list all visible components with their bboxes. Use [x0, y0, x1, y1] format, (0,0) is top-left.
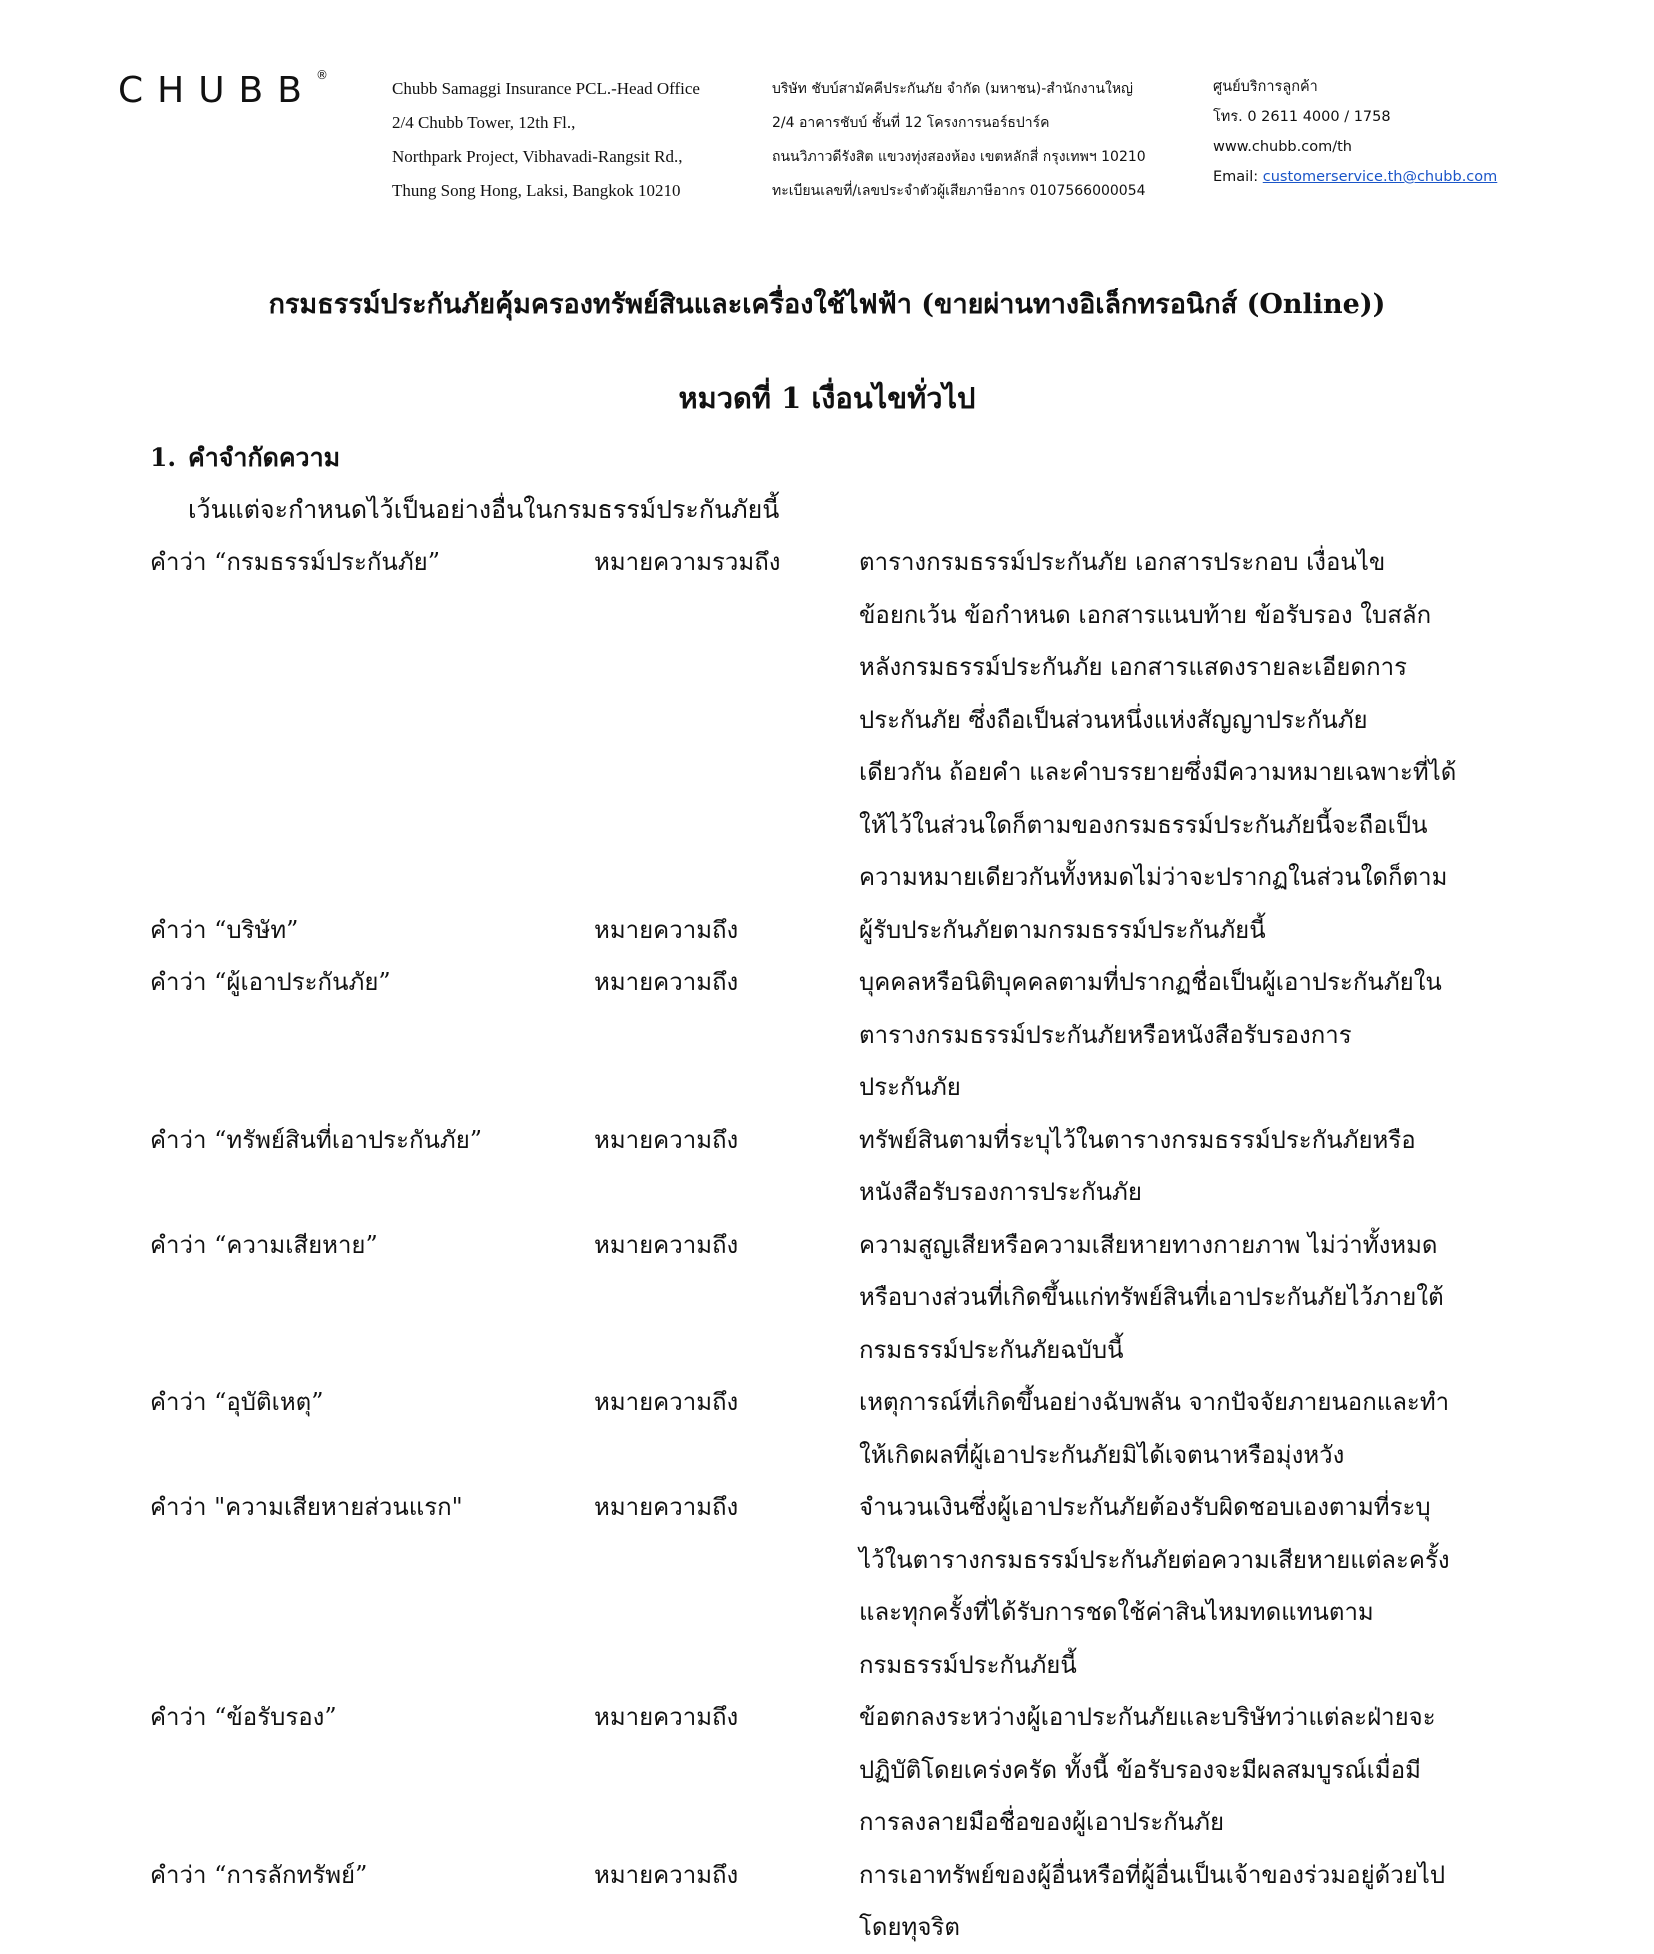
definition-description-line: ให้เกิดผลที่ผู้เอาประกันภัยมิได้เจตนาหรือมุ่งหวัง [859, 1440, 1345, 1469]
contact-title: ศูนย์บริการลูกค้า [1213, 79, 1318, 95]
definition-meaning-label: หมายความถึง [594, 915, 739, 944]
definition-row [150, 536, 1480, 904]
definition-term: คำว่า “ความเสียหาย” [150, 1230, 378, 1259]
definition-description [859, 536, 1479, 904]
definition-meaning-label: หมายความถึง [594, 1860, 739, 1889]
definition-description-line: หรือบางส่วนที่เกิดขึ้นแก่ทรัพย์สินที่เอาประกันภัยไว้ภายใต้ [859, 1283, 1444, 1311]
definition-meaning-label: หมายความถึง [594, 1493, 739, 1521]
definition-description-line: ทรัพย์สินตามที่ระบุไว้ในตารางกรมธรรม์ประกันภัยหรือ [859, 1125, 1416, 1154]
definition-row [150, 956, 1480, 1114]
header-contact [1213, 72, 1497, 192]
thai-address-line: บริษัท ชับบ์สามัคคีประกันภัย จำกัด (มหาชน)-สำนักงานใหญ่ [772, 81, 1133, 97]
definition-description-line: ความหมายเดียวกันทั้งหมดไม่ว่าจะปรากฏในส่วนใดก็ตาม [859, 863, 1448, 891]
definition-row [150, 1481, 1480, 1691]
definition-row [150, 904, 1480, 957]
definition-description-line: ตารางกรมธรรม์ประกันภัยหรือหนังสือรับรองการ [859, 1020, 1352, 1049]
header-thai-address [772, 72, 1146, 208]
definition-term: คำว่า "ความเสียหายส่วนแรก" [150, 1493, 463, 1521]
definition-row [150, 1219, 1480, 1377]
definition-meaning-label: หมายความถึง [594, 1388, 739, 1416]
definition-term: คำว่า “การลักทรัพย์” [150, 1860, 368, 1889]
definition-description-line: จำนวนเงินซึ่งผู้เอาประกันภัยต้องรับผิดชอบเองตามที่ระบุ [859, 1493, 1431, 1521]
heading-number: 1. [150, 443, 177, 472]
definition-description-line: การเอาทรัพย์ของผู้อื่นหรือที่ผู้อื่นเป็นเจ้าของร่วมอยู่ด้วยไป [859, 1860, 1446, 1889]
definition-description-line: ผู้รับประกันภัยตามกรมธรรม์ประกันภัยนี้ [859, 915, 1266, 944]
definition-description [859, 956, 1479, 1114]
contact-email-row [1213, 162, 1497, 192]
thai-address-line: 2/4 อาคารชับบ์ ชั้นที่ 12 โครงการนอร์ธปาร์ค [772, 115, 1050, 131]
definition-term: คำว่า “อุบัติเหตุ” [150, 1388, 324, 1416]
definition-row [150, 1114, 1480, 1219]
definition-meaning-label: หมายความถึง [594, 1703, 739, 1731]
definition-description-line: ประกันภัย [859, 1073, 961, 1101]
definition-term: คำว่า “ผู้เอาประกันภัย” [150, 968, 391, 996]
chubb-logo: CHUBB® [118, 68, 328, 111]
definition-description [859, 1849, 1479, 1954]
definition-description-line: ข้อยกเว้น ข้อกำหนด เอกสารแนบท้าย ข้อรับรอง ใบสลัก [859, 600, 1432, 629]
definition-description-line: เหตุการณ์ที่เกิดขึ้นอย่างฉับพลัน จากปัจจัยภายนอกและทำ [859, 1388, 1450, 1416]
definitions-intro: เว้นแต่จะกำหนดไว้เป็นอย่างอื่นในกรมธรรม์ประกันภัยนี้ [188, 495, 780, 524]
definition-description-line: หนังสือรับรองการประกันภัย [859, 1178, 1142, 1206]
contact-website[interactable]: www.chubb.com/th [1213, 139, 1352, 155]
definition-term: คำว่า “ทรัพย์สินที่เอาประกันภัย” [150, 1125, 483, 1154]
definition-row [150, 1691, 1480, 1849]
contact-phone: โทร. 0 2611 4000 / 1758 [1213, 109, 1391, 125]
definitions-list [150, 536, 1480, 1954]
definition-description [859, 1114, 1479, 1219]
definition-description [859, 1691, 1479, 1849]
definition-description [859, 904, 1479, 957]
definition-row [150, 1376, 1480, 1481]
definition-description-line: โดยทุจริต [859, 1913, 960, 1941]
definition-row [150, 1849, 1480, 1954]
english-address-line: Thung Song Hong, Laksi, Bangkok 10210 [392, 181, 681, 200]
header-english-address [392, 72, 700, 208]
email-link[interactable]: customerservice.th@chubb.com [1262, 169, 1498, 185]
definition-description-line: ข้อตกลงระหว่างผู้เอาประกันภัยและบริษัทว่าแต่ละฝ่ายจะ [859, 1703, 1436, 1731]
definition-description-line: บุคคลหรือนิติบุคคลตามที่ปรากฏชื่อเป็นผู้เอาประกันภัยใน [859, 968, 1442, 996]
definition-meaning-label: หมายความถึง [594, 1230, 739, 1259]
definition-meaning-label: หมายความรวมถึง [594, 548, 781, 576]
definition-term: คำว่า “ข้อรับรอง” [150, 1703, 337, 1731]
definition-meaning-label: หมายความถึง [594, 1125, 739, 1154]
definitions-heading [150, 438, 340, 478]
thai-address-line: ถนนวิภาวดีรังสิต แขวงทุ่งสองห้อง เขตหลักสี่ กรุงเทพฯ 10210 [772, 149, 1146, 165]
document-title: กรมธรรม์ประกันภัยคุ้มครองทรัพย์สินและเครื่องใช้ไฟฟ้า (ขายผ่านทางอิเล็กทรอนิกส์ (Online)) [268, 289, 1386, 320]
definition-description-line: ตารางกรมธรรม์ประกันภัย เอกสารประกอบ เงื่อนไข [859, 548, 1386, 576]
definition-description-line: กรมธรรม์ประกันภัยฉบับนี้ [859, 1335, 1124, 1364]
definition-description-line: ความสูญเสียหรือความเสียหายทางกายภาพ ไม่ว่าทั้งหมด [859, 1230, 1438, 1259]
definition-description [859, 1481, 1479, 1691]
definition-description-line: การลงลายมือชื่อของผู้เอาประกันภัย [859, 1808, 1225, 1836]
definition-description-line: และทุกครั้งที่ได้รับการชดใช้ค่าสินไหมทดแทนตาม [859, 1598, 1374, 1626]
english-address-line: Northpark Project, Vibhavadi-Rangsit Rd., [392, 147, 683, 166]
definition-description-line: ไว้ในตารางกรมธรรม์ประกันภัยต่อความเสียหายแต่ละครั้ง [859, 1545, 1450, 1574]
definition-term: คำว่า “กรมธรรม์ประกันภัย” [150, 548, 440, 576]
definition-description-line: ประกันภัย ซึ่งถือเป็นส่วนหนึ่งแห่งสัญญาประกันภัย [859, 705, 1368, 734]
english-address-line: Chubb Samaggi Insurance PCL.-Head Office [392, 79, 700, 98]
section-title: หมวดที่ 1 เงื่อนไขทั่วไป [678, 381, 976, 415]
email-label: Email: [1213, 169, 1263, 185]
definition-description-line: ให้ไว้ในส่วนใดก็ตามของกรมธรรม์ประกันภัยนี้จะถือเป็น [859, 810, 1428, 839]
definition-description-line: เดียวกัน ถ้อยคำ และคำบรรยายซึ่งมีความหมายเฉพาะที่ได้ [859, 758, 1457, 786]
definition-description-line: ปฏิบัติโดยเคร่งครัด ทั้งนี้ ข้อรับรองจะมีผลสมบูรณ์เมื่อมี [859, 1755, 1421, 1784]
definition-meaning-label: หมายความถึง [594, 968, 739, 996]
definition-description [859, 1376, 1479, 1481]
english-address-line: 2/4 Chubb Tower, 12th Fl., [392, 113, 576, 132]
definition-description-line: กรมธรรม์ประกันภัยนี้ [859, 1650, 1077, 1679]
heading-text: คำจำกัดความ [188, 443, 341, 472]
thai-address-line: ทะเบียนเลขที่/เลขประจำตัวผู้เสียภาษีอากร 0107566000054 [772, 183, 1146, 199]
definition-description-line: หลังกรมธรรม์ประกันภัย เอกสารแสดงรายละเอียดการ [859, 653, 1407, 681]
definition-description [859, 1219, 1479, 1377]
definition-term: คำว่า “บริษัท” [150, 915, 299, 944]
